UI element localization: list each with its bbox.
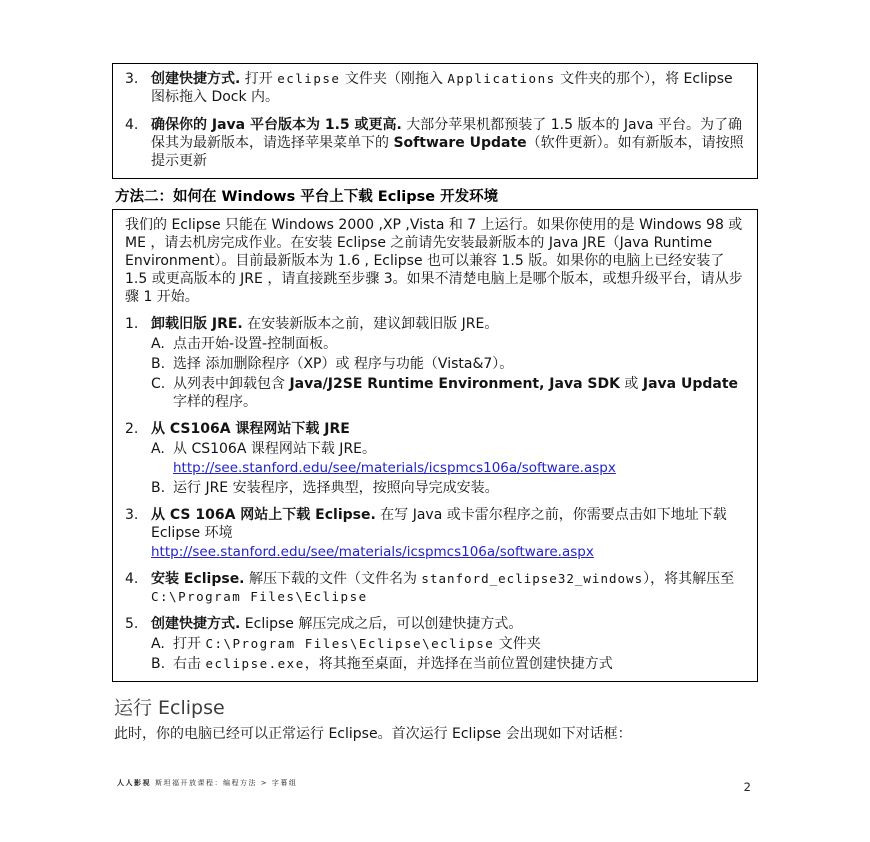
- item-number: 4.: [125, 117, 139, 133]
- document-content: [112, 63, 758, 743]
- footer-text: 斯坦福开放课程：编程方法 > 字幕组: [155, 779, 298, 787]
- footer-credit: [117, 778, 297, 788]
- subtitle-group-logo: 人人影视: [117, 779, 151, 787]
- step-item: [125, 570, 745, 606]
- method2-box: [112, 209, 758, 682]
- text-run: 运行 JRE 安装程序，选择典型，按照向导完成安装。: [173, 480, 499, 496]
- sub-body: [173, 440, 745, 477]
- page-footer: [117, 778, 755, 796]
- text-run: 在写 Java 或卡雷尔程序之前，你需要点击如下地址下载 Eclipse 环境: [151, 507, 727, 541]
- text-run: stanford_eclipse32_windows: [421, 571, 644, 586]
- text-run: 从 CS106A 课程网站下载 JRE。: [173, 441, 377, 457]
- sub-item: [151, 479, 745, 497]
- text-run: 创建快捷方式.: [151, 71, 241, 87]
- text-run: 选择 添加删除程序（XP）或 程序与功能（Vista&7）。: [173, 356, 514, 372]
- software-download-link[interactable]: http://see.stanford.edu/see/materials/icspmcs106a/software.aspx: [151, 544, 594, 560]
- text-run: 创建快捷方式.: [151, 616, 241, 632]
- sub-letter: A.: [151, 441, 165, 457]
- text-run: eclipse: [277, 71, 341, 86]
- step-item: [125, 420, 745, 497]
- sub-body: [173, 335, 745, 353]
- software-download-link[interactable]: http://see.stanford.edu/see/materials/icspmcs106a/software.aspx: [173, 460, 616, 476]
- text-run: ），将其解压至: [643, 571, 735, 587]
- text-run: 从 CS106A 课程网站下载 JRE: [151, 421, 350, 437]
- text-run: 点击开始-设置-控制面板。: [173, 336, 338, 352]
- text-run: C:\Program Files\Eclipse\eclipse: [205, 636, 495, 651]
- sub-item: [151, 635, 745, 653]
- step-item: [125, 315, 745, 411]
- page-number: 2: [743, 780, 751, 794]
- item-body: [151, 116, 745, 170]
- text-run: 文件夹（刚拖入: [340, 71, 448, 87]
- text-run: 文件夹: [494, 636, 541, 652]
- step-item: [125, 615, 745, 673]
- list-item: [125, 70, 745, 106]
- item-number: 3.: [125, 507, 139, 523]
- text-run: 或: [619, 376, 643, 392]
- item-body: [151, 315, 745, 411]
- text-run: 确保你的 Java 平台版本为 1.5 或更高.: [151, 117, 402, 133]
- text-run: Java Update: [642, 376, 739, 392]
- sub-letter: B.: [151, 356, 166, 372]
- item-number: 5.: [125, 616, 139, 632]
- run-eclipse-paragraph: 此时，你的电脑已经可以正常运行 Eclipse。首次运行 Eclipse 会出现如下对话框：: [114, 726, 632, 742]
- item-body: [151, 615, 745, 673]
- item-body: [151, 570, 745, 606]
- sub-item: [151, 355, 745, 373]
- sub-letter: C.: [151, 376, 166, 392]
- text-run: 在安装新版本之前，建议卸载旧版 JRE。: [242, 316, 499, 332]
- sub-body: [173, 635, 745, 653]
- text-run: 卸载旧版 JRE.: [151, 316, 243, 332]
- text-run: Software Update: [393, 135, 527, 151]
- text-run: C:\Program Files\Eclipse: [151, 589, 368, 604]
- text-run: 安装 Eclipse.: [151, 571, 245, 587]
- text-run: eclipse.exe: [205, 656, 305, 671]
- item-number: 4.: [125, 571, 139, 587]
- item-body: [151, 506, 745, 561]
- method2-heading: 方法二：如何在 Windows 平台上下载 Eclipse 开发环境: [115, 189, 499, 205]
- text-run: （软件更新）。如有新版本，请按照提示更新: [151, 135, 744, 169]
- item-number: 3.: [125, 71, 139, 87]
- text-run: 文件夹的那个），将 Eclipse 图标拖入 Dock 内。: [151, 71, 733, 105]
- item-body: [151, 70, 745, 106]
- method1-box: [112, 63, 758, 179]
- text-run: Eclipse 解压完成之后，可以创建快捷方式。: [240, 616, 523, 632]
- sub-body: [173, 375, 745, 411]
- sub-letter: B.: [151, 480, 166, 496]
- intro-paragraph: 我们的 Eclipse 只能在 Windows 2000 ,XP ,Vista 和 7 上运行。如果你使用的是 Windows 98 或 ME ，请去机房完成作业。在安装 Eclipse 之前请先安装最新版本的 Java JRE（Java Runtime Environment）。目前最新版本为 1.6 , Eclipse 也可以兼容 1.5 版。如果你的电脑上已经安装了 1.5 或更高版本的 JRE ，请直接跳至步骤 3。如果不清楚电脑上是哪个版本，或想升级平台，请从步骤 1 开始。: [125, 217, 743, 305]
- sub-letter: B.: [151, 656, 166, 672]
- sub-item: [151, 440, 745, 477]
- text-run: 从列表中卸载包含: [173, 376, 290, 392]
- run-eclipse-heading: 运行 Eclipse: [114, 697, 225, 719]
- text-run: 打开: [173, 636, 206, 652]
- text-run: 从 CS 106A 网站上下载 Eclipse.: [151, 507, 376, 523]
- link-line: [173, 459, 745, 477]
- item-number: 2.: [125, 421, 139, 437]
- sub-letter: A.: [151, 636, 165, 652]
- item-number: 1.: [125, 316, 139, 332]
- sub-body: [173, 655, 745, 673]
- sub-letter: A.: [151, 336, 165, 352]
- text-run: 字样的程序。: [173, 394, 257, 410]
- sub-item: [151, 335, 745, 353]
- sub-item: [151, 375, 745, 411]
- text-run: 打开: [240, 71, 278, 87]
- text-run: 右击: [173, 656, 206, 672]
- text-run: Java/J2SE Runtime Environment, Java SDK: [289, 376, 620, 392]
- list-item: [125, 116, 745, 170]
- sub-body: [173, 355, 745, 373]
- step-item: [125, 506, 745, 561]
- text-run: Applications: [447, 71, 556, 86]
- sub-item: [151, 655, 745, 673]
- text-run: 大部分苹果机都预装了 1.5 版本的 Java 平台。为了确保其为最新版本，请选择苹果菜单下的: [151, 117, 742, 151]
- sub-body: [173, 479, 745, 497]
- item-body: [151, 420, 745, 497]
- link-line: [151, 543, 745, 561]
- text-run: 解压下载的文件（文件名为: [244, 571, 422, 587]
- text-run: ，将其拖至桌面，并选择在当前位置创建快捷方式: [304, 656, 613, 672]
